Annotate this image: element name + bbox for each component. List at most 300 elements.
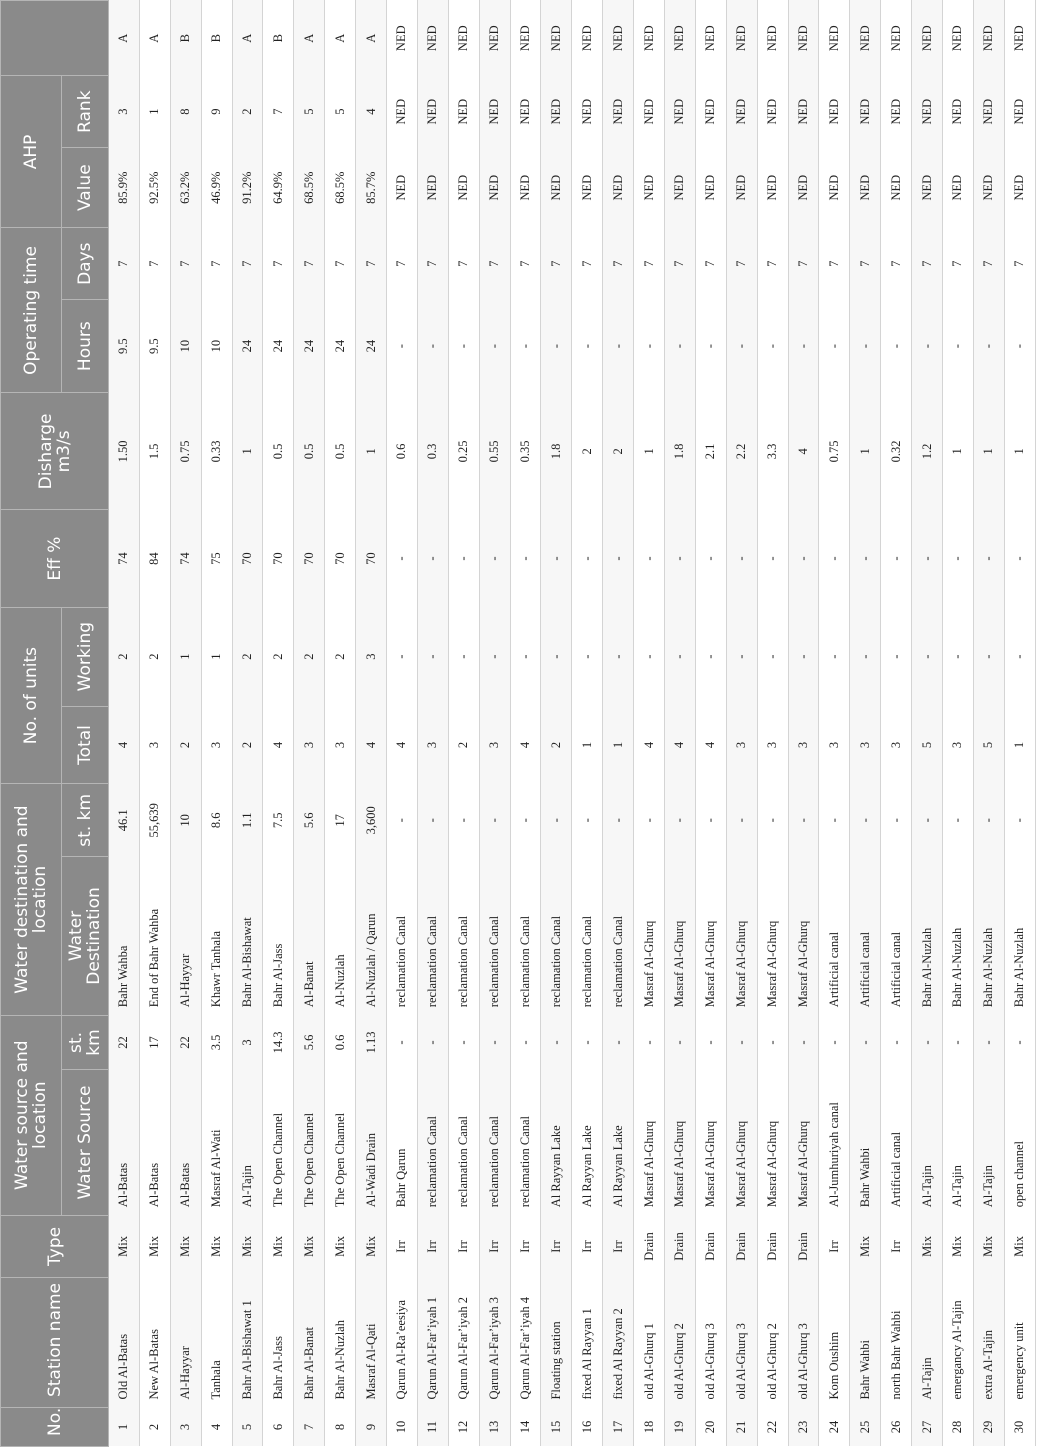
cell-grade: NED <box>757 1 788 76</box>
cell-eff: - <box>510 510 541 607</box>
cell-grade: NED <box>850 1 881 76</box>
cell-ahp-value: 91.2% <box>232 147 263 228</box>
cell-hours: - <box>448 299 479 393</box>
cell-no: 12 <box>448 1408 479 1447</box>
cell-eff: 74 <box>170 510 201 607</box>
cell-hours: - <box>912 299 943 393</box>
cell-type: Mix <box>1004 1215 1035 1277</box>
cell-days: 7 <box>294 228 325 299</box>
cell-working-units: - <box>634 607 665 706</box>
cell-eff: - <box>572 510 603 607</box>
cell-no: 15 <box>541 1408 572 1447</box>
cell-station-name: Bahr Wahbi <box>850 1278 881 1408</box>
table-row <box>572 1 603 1447</box>
cell-eff: 70 <box>263 510 294 607</box>
cell-water-source: Masraf Al-Ghurq <box>634 1070 665 1216</box>
cell-days: 7 <box>170 228 201 299</box>
cell-no: 23 <box>788 1408 819 1447</box>
cell-total-units: 5 <box>973 706 1004 784</box>
header-no: No. <box>1 1408 109 1447</box>
cell-ahp-rank: NED <box>510 76 541 147</box>
cell-days: 7 <box>139 228 170 299</box>
cell-ahp-rank: NED <box>757 76 788 147</box>
table-row <box>695 1 726 1447</box>
cell-station-name: old Al-Ghurq 3 <box>695 1278 726 1408</box>
header-working-units: Working <box>62 607 109 706</box>
table-header <box>1 1 109 1447</box>
table-row <box>726 1 757 1447</box>
cell-type: Mix <box>912 1215 943 1277</box>
cell-days: 7 <box>788 228 819 299</box>
cell-source-st-km: - <box>881 1015 912 1070</box>
cell-days: 7 <box>201 228 232 299</box>
cell-source-st-km: 22 <box>109 1015 140 1070</box>
header-water-destination-group: Water destination and location <box>1 784 62 1015</box>
cell-total-units: 3 <box>819 706 850 784</box>
cell-working-units: - <box>387 607 418 706</box>
cell-ahp-value: NED <box>973 147 1004 228</box>
cell-discharge: 0.25 <box>448 393 479 510</box>
cell-hours: 24 <box>263 299 294 393</box>
cell-type: Irr <box>510 1215 541 1277</box>
cell-ahp-rank: 5 <box>294 76 325 147</box>
cell-ahp-rank: NED <box>819 76 850 147</box>
cell-source-st-km: 3.5 <box>201 1015 232 1070</box>
cell-eff: - <box>726 510 757 607</box>
cell-source-st-km: - <box>1004 1015 1035 1070</box>
cell-days: 7 <box>572 228 603 299</box>
cell-source-st-km: - <box>387 1015 418 1070</box>
cell-ahp-value: 85.9% <box>109 147 140 228</box>
cell-source-st-km: - <box>634 1015 665 1070</box>
cell-eff: - <box>603 510 634 607</box>
cell-working-units: - <box>541 607 572 706</box>
table-row <box>387 1 418 1447</box>
cell-discharge: 0.75 <box>170 393 201 510</box>
cell-hours: - <box>973 299 1004 393</box>
cell-total-units: 3 <box>726 706 757 784</box>
table-row <box>109 1 140 1447</box>
cell-no: 8 <box>325 1408 356 1447</box>
cell-ahp-value: NED <box>881 147 912 228</box>
cell-no: 25 <box>850 1408 881 1447</box>
cell-discharge: 1 <box>356 393 387 510</box>
cell-hours: 9.5 <box>109 299 140 393</box>
cell-ahp-rank: 5 <box>325 76 356 147</box>
cell-source-st-km: 1.13 <box>356 1015 387 1070</box>
cell-destination-st-km: 5.6 <box>294 784 325 857</box>
table-row <box>170 1 201 1447</box>
cell-water-destination: Masraf Al-Ghurq <box>695 857 726 1015</box>
cell-days: 7 <box>232 228 263 299</box>
header-units-group: No. of units <box>1 607 62 784</box>
cell-source-st-km: - <box>510 1015 541 1070</box>
cell-discharge: 1 <box>634 393 665 510</box>
cell-working-units: - <box>943 607 974 706</box>
cell-destination-st-km: - <box>695 784 726 857</box>
cell-station-name: Bahr Al-Jass <box>263 1278 294 1408</box>
cell-working-units: 1 <box>170 607 201 706</box>
cell-working-units: - <box>665 607 696 706</box>
cell-water-source: Artificial canal <box>881 1070 912 1216</box>
cell-days: 7 <box>325 228 356 299</box>
cell-station-name: Qarun Al-Far’iyah 1 <box>417 1278 448 1408</box>
cell-water-source: Al-Tajin <box>232 1070 263 1216</box>
cell-hours: - <box>417 299 448 393</box>
cell-grade: A <box>139 1 170 76</box>
cell-discharge: 1.5 <box>139 393 170 510</box>
cell-working-units: - <box>819 607 850 706</box>
cell-water-destination: Al-Hayyar <box>170 857 201 1015</box>
cell-type: Drain <box>695 1215 726 1277</box>
cell-station-name: extra Al-Tajin <box>973 1278 1004 1408</box>
header-destination-st-km: st. km <box>62 784 109 857</box>
cell-water-destination: Bahr Al-Nuzlah <box>973 857 1004 1015</box>
cell-no: 20 <box>695 1408 726 1447</box>
cell-days: 7 <box>973 228 1004 299</box>
cell-working-units: - <box>881 607 912 706</box>
cell-hours: - <box>881 299 912 393</box>
cell-no: 9 <box>356 1408 387 1447</box>
table-row <box>232 1 263 1447</box>
cell-grade: NED <box>819 1 850 76</box>
cell-total-units: 4 <box>387 706 418 784</box>
cell-eff: - <box>850 510 881 607</box>
cell-hours: 10 <box>170 299 201 393</box>
cell-days: 7 <box>109 228 140 299</box>
cell-hours: - <box>510 299 541 393</box>
table-row <box>757 1 788 1447</box>
cell-working-units: - <box>726 607 757 706</box>
cell-source-st-km: - <box>757 1015 788 1070</box>
cell-total-units: 4 <box>510 706 541 784</box>
cell-water-source: Masraf Al-Ghurq <box>665 1070 696 1216</box>
cell-discharge: 0.55 <box>479 393 510 510</box>
cell-source-st-km: - <box>912 1015 943 1070</box>
cell-hours: 9.5 <box>139 299 170 393</box>
cell-hours: 24 <box>356 299 387 393</box>
cell-water-source: Al Rayyan Lake <box>603 1070 634 1216</box>
cell-destination-st-km: - <box>1004 784 1035 857</box>
cell-ahp-value: 68.5% <box>294 147 325 228</box>
cell-destination-st-km: 10 <box>170 784 201 857</box>
cell-ahp-rank: NED <box>572 76 603 147</box>
cell-hours: - <box>695 299 726 393</box>
cell-ahp-value: NED <box>819 147 850 228</box>
table-row <box>912 1 943 1447</box>
cell-days: 7 <box>448 228 479 299</box>
cell-days: 7 <box>757 228 788 299</box>
cell-station-name: Masraf Al-Qati <box>356 1278 387 1408</box>
cell-ahp-value: NED <box>665 147 696 228</box>
cell-working-units: 2 <box>139 607 170 706</box>
cell-working-units: - <box>510 607 541 706</box>
header-empty <box>1 1 109 76</box>
cell-destination-st-km: - <box>417 784 448 857</box>
cell-type: Mix <box>294 1215 325 1277</box>
cell-station-name: Qarun Al-Far’iyah 4 <box>510 1278 541 1408</box>
cell-grade: NED <box>634 1 665 76</box>
cell-eff: 70 <box>232 510 263 607</box>
cell-type: Irr <box>572 1215 603 1277</box>
cell-grade: NED <box>943 1 974 76</box>
cell-water-destination: Khawr Tanhala <box>201 857 232 1015</box>
cell-discharge: 1.50 <box>109 393 140 510</box>
cell-discharge: 0.32 <box>881 393 912 510</box>
cell-water-destination: reclamation Canal <box>541 857 572 1015</box>
cell-type: Irr <box>541 1215 572 1277</box>
cell-grade: B <box>170 1 201 76</box>
cell-working-units: - <box>850 607 881 706</box>
cell-destination-st-km: 17 <box>325 784 356 857</box>
cell-ahp-rank: NED <box>695 76 726 147</box>
cell-eff: - <box>541 510 572 607</box>
cell-type: Mix <box>232 1215 263 1277</box>
table-row <box>417 1 448 1447</box>
cell-no: 6 <box>263 1408 294 1447</box>
cell-hours: - <box>757 299 788 393</box>
cell-total-units: 3 <box>881 706 912 784</box>
table-row <box>1004 1 1035 1447</box>
cell-total-units: 3 <box>325 706 356 784</box>
cell-station-name: Qarun Al-Far’iyah 3 <box>479 1278 510 1408</box>
cell-grade: NED <box>541 1 572 76</box>
header-ahp-rank: Rank <box>62 76 109 147</box>
cell-ahp-value: 64.9% <box>263 147 294 228</box>
table-row <box>850 1 881 1447</box>
cell-working-units: 2 <box>325 607 356 706</box>
cell-type: Irr <box>387 1215 418 1277</box>
header-eff: Eff % <box>1 510 109 607</box>
cell-water-destination: Bahr Wahba <box>109 857 140 1015</box>
cell-total-units: 3 <box>294 706 325 784</box>
cell-destination-st-km: - <box>572 784 603 857</box>
cell-ahp-rank: 9 <box>201 76 232 147</box>
cell-no: 30 <box>1004 1408 1035 1447</box>
cell-type: Mix <box>109 1215 140 1277</box>
table-row <box>819 1 850 1447</box>
cell-destination-st-km: - <box>448 784 479 857</box>
cell-station-name: Floating station <box>541 1278 572 1408</box>
cell-type: Irr <box>819 1215 850 1277</box>
cell-destination-st-km: - <box>510 784 541 857</box>
cell-source-st-km: - <box>417 1015 448 1070</box>
cell-ahp-value: NED <box>448 147 479 228</box>
cell-grade: A <box>109 1 140 76</box>
cell-no: 5 <box>232 1408 263 1447</box>
cell-type: Irr <box>479 1215 510 1277</box>
cell-water-source: Al-Batas <box>170 1070 201 1216</box>
cell-grade: B <box>263 1 294 76</box>
cell-hours: - <box>850 299 881 393</box>
cell-ahp-rank: 4 <box>356 76 387 147</box>
cell-discharge: 1 <box>943 393 974 510</box>
cell-type: Mix <box>973 1215 1004 1277</box>
cell-source-st-km: 17 <box>139 1015 170 1070</box>
cell-destination-st-km: - <box>479 784 510 857</box>
cell-grade: NED <box>665 1 696 76</box>
cell-water-source: Bahr Qarun <box>387 1070 418 1216</box>
cell-type: Mix <box>170 1215 201 1277</box>
cell-station-name: north Bahr Wahbi <box>881 1278 912 1408</box>
cell-discharge: 0.5 <box>325 393 356 510</box>
cell-working-units: - <box>788 607 819 706</box>
cell-total-units: 4 <box>109 706 140 784</box>
table-row <box>510 1 541 1447</box>
cell-days: 7 <box>263 228 294 299</box>
cell-ahp-rank: NED <box>726 76 757 147</box>
cell-total-units: 3 <box>417 706 448 784</box>
cell-grade: A <box>325 1 356 76</box>
cell-ahp-value: NED <box>912 147 943 228</box>
cell-water-destination: End of Bahr Wahba <box>139 857 170 1015</box>
cell-no: 2 <box>139 1408 170 1447</box>
cell-discharge: 1 <box>850 393 881 510</box>
cell-ahp-value: NED <box>726 147 757 228</box>
cell-water-source: reclamation Canal <box>510 1070 541 1216</box>
cell-ahp-value: NED <box>634 147 665 228</box>
cell-eff: - <box>912 510 943 607</box>
cell-source-st-km: 3 <box>232 1015 263 1070</box>
cell-no: 22 <box>757 1408 788 1447</box>
cell-grade: NED <box>726 1 757 76</box>
cell-working-units: - <box>757 607 788 706</box>
cell-destination-st-km: - <box>726 784 757 857</box>
cell-station-name: old Al-Ghurq 2 <box>757 1278 788 1408</box>
cell-no: 27 <box>912 1408 943 1447</box>
cell-water-source: Al-Jumhuriyah canal <box>819 1070 850 1216</box>
cell-discharge: 1.8 <box>541 393 572 510</box>
cell-working-units: - <box>448 607 479 706</box>
cell-days: 7 <box>510 228 541 299</box>
cell-water-destination: Bahr Al-Nuzlah <box>943 857 974 1015</box>
cell-hours: 10 <box>201 299 232 393</box>
cell-station-name: Old Al-Batas <box>109 1278 140 1408</box>
cell-total-units: 2 <box>448 706 479 784</box>
cell-no: 3 <box>170 1408 201 1447</box>
cell-station-name: Qarun Al-Far’iyah 2 <box>448 1278 479 1408</box>
header-operating-time-group: Operating time <box>1 228 62 393</box>
cell-total-units: 4 <box>634 706 665 784</box>
cell-source-st-km: - <box>819 1015 850 1070</box>
cell-station-name: old Al-Ghurq 1 <box>634 1278 665 1408</box>
cell-days: 7 <box>634 228 665 299</box>
cell-ahp-value: 63.2% <box>170 147 201 228</box>
cell-no: 18 <box>634 1408 665 1447</box>
cell-eff: - <box>881 510 912 607</box>
cell-eff: 74 <box>109 510 140 607</box>
cell-water-source: Al-Tajin <box>973 1070 1004 1216</box>
cell-discharge: 4 <box>788 393 819 510</box>
cell-water-source: The Open Channel <box>325 1070 356 1216</box>
cell-water-source: Masraf Al-Ghurq <box>695 1070 726 1216</box>
table-row <box>881 1 912 1447</box>
cell-water-destination: reclamation Canal <box>479 857 510 1015</box>
table-row <box>448 1 479 1447</box>
cell-hours: - <box>788 299 819 393</box>
cell-station-name: Qarun Al-Ra’eesiya <box>387 1278 418 1408</box>
cell-eff: 70 <box>356 510 387 607</box>
cell-source-st-km: - <box>572 1015 603 1070</box>
cell-working-units: 2 <box>109 607 140 706</box>
cell-water-source: Masraf Al-Wati <box>201 1070 232 1216</box>
cell-hours: - <box>943 299 974 393</box>
cell-water-source: Al-Wadi Drain <box>356 1070 387 1216</box>
cell-total-units: 3 <box>757 706 788 784</box>
table-row <box>603 1 634 1447</box>
cell-days: 7 <box>479 228 510 299</box>
cell-total-units: 4 <box>356 706 387 784</box>
table-body <box>109 1 1036 1447</box>
cell-source-st-km: - <box>665 1015 696 1070</box>
table-row <box>541 1 572 1447</box>
cell-hours: 24 <box>294 299 325 393</box>
cell-eff: - <box>695 510 726 607</box>
cell-station-name: old Al-Ghurq 3 <box>726 1278 757 1408</box>
cell-source-st-km: 14.3 <box>263 1015 294 1070</box>
cell-water-source: Al Rayyan Lake <box>541 1070 572 1216</box>
cell-ahp-rank: NED <box>912 76 943 147</box>
cell-destination-st-km: - <box>603 784 634 857</box>
cell-hours: - <box>726 299 757 393</box>
cell-working-units: - <box>572 607 603 706</box>
cell-source-st-km: - <box>448 1015 479 1070</box>
cell-days: 7 <box>1004 228 1035 299</box>
cell-discharge: 0.75 <box>819 393 850 510</box>
cell-ahp-value: NED <box>788 147 819 228</box>
cell-source-st-km: 5.6 <box>294 1015 325 1070</box>
table-row <box>325 1 356 1447</box>
cell-ahp-value: NED <box>541 147 572 228</box>
cell-total-units: 2 <box>232 706 263 784</box>
cell-ahp-rank: 3 <box>109 76 140 147</box>
cell-ahp-rank: 7 <box>263 76 294 147</box>
cell-total-units: 3 <box>850 706 881 784</box>
cell-destination-st-km: - <box>881 784 912 857</box>
cell-ahp-rank: NED <box>448 76 479 147</box>
cell-days: 7 <box>541 228 572 299</box>
cell-days: 7 <box>356 228 387 299</box>
cell-station-name: emergency unit <box>1004 1278 1035 1408</box>
cell-water-source: Masraf Al-Ghurq <box>788 1070 819 1216</box>
cell-station-name: old Al-Ghurq 2 <box>665 1278 696 1408</box>
cell-station-name: Bahr Al-Bishawat 1 <box>232 1278 263 1408</box>
cell-eff: - <box>757 510 788 607</box>
cell-station-name: New Al-Batas <box>139 1278 170 1408</box>
cell-station-name: Bahr Al-Banat <box>294 1278 325 1408</box>
cell-ahp-value: NED <box>943 147 974 228</box>
cell-ahp-value: NED <box>510 147 541 228</box>
cell-water-source: Al-Tajin <box>943 1070 974 1216</box>
cell-working-units: - <box>912 607 943 706</box>
table-row <box>479 1 510 1447</box>
cell-grade: A <box>356 1 387 76</box>
cell-water-destination: reclamation Canal <box>387 857 418 1015</box>
cell-water-source: Masraf Al-Ghurq <box>726 1070 757 1216</box>
cell-discharge: 0.35 <box>510 393 541 510</box>
cell-ahp-rank: NED <box>603 76 634 147</box>
cell-no: 14 <box>510 1408 541 1447</box>
header-water-destination: Water Destination <box>62 857 109 1015</box>
cell-days: 7 <box>943 228 974 299</box>
cell-source-st-km: - <box>479 1015 510 1070</box>
cell-no: 24 <box>819 1408 850 1447</box>
cell-grade: NED <box>448 1 479 76</box>
cell-total-units: 1 <box>603 706 634 784</box>
cell-total-units: 3 <box>201 706 232 784</box>
cell-eff: - <box>634 510 665 607</box>
cell-no: 21 <box>726 1408 757 1447</box>
